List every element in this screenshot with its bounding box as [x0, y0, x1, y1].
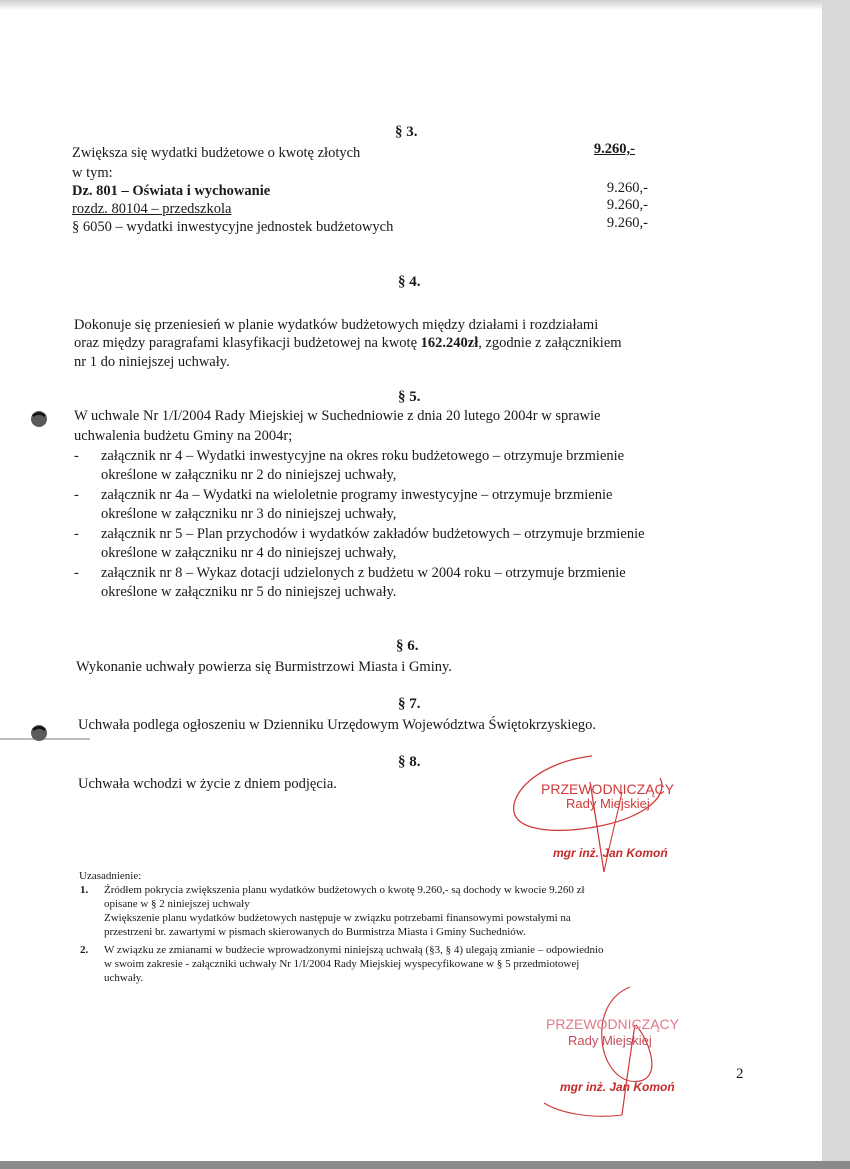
stamp-signature: mgr inż. Jan Komoń	[553, 846, 668, 860]
stamp-signature-scribble	[500, 752, 730, 882]
justification-p2-line1: W związku ze zmianami w budżecie wprowadzonymi niniejszą uchwałą (§3, § 4) ulegają zmianie – odpowiednio	[104, 944, 604, 956]
section-8-mark: § 8.	[398, 754, 421, 770]
section-3-par-amount: 9.260,-	[606, 215, 648, 231]
list-item: załącznik nr 5 – Plan przychodów i wydatków zakładów budżetowych – otrzymuje brzmienie	[101, 526, 645, 542]
list-item-dash: -	[74, 448, 79, 464]
scan-bottom-edge	[0, 1161, 850, 1169]
stamp-title: PRZEWODNICZĄCY	[541, 781, 674, 797]
list-item-continued: określone w załączniku nr 3 do niniejszej uchwały,	[101, 506, 397, 522]
justification-p2-number: 2.	[80, 944, 89, 956]
scan-top-edge	[0, 0, 850, 10]
list-item-continued: określone w załączniku nr 5 do niniejszej uchwały.	[101, 584, 397, 600]
justification-p1-line4: przestrzeni br. zawartymi w pismach skierowanych do Burmistrza Miasta i Gminy Suchedniów.	[104, 926, 526, 938]
justification-p2-line2: w swoim zakresie - załączniki uchwały Nr 1/I/2004 Rady Miejskiej wyspecyfikowane w § 5 przedmiotowej	[104, 958, 580, 970]
section-5-line2: uchwalenia budżetu Gminy na 2004r;	[74, 428, 293, 444]
section-3-wtym: w tym:	[72, 165, 113, 181]
punch-hole-icon	[30, 724, 48, 742]
justification-p2-line3: uchwały.	[104, 972, 144, 984]
section-6-text: Wykonanie uchwały powierza się Burmistrzowi Miasta i Gminy.	[76, 659, 452, 675]
section-3-mark: § 3.	[395, 124, 418, 140]
stamp-signature-scribble	[530, 985, 730, 1125]
stamp-signature: mgr inż. Jan Komoń	[560, 1080, 675, 1094]
section-3-par-label: § 6050 – wydatki inwestycyjne jednostek budżetowych	[72, 219, 394, 235]
section-6-mark: § 6.	[396, 638, 419, 654]
list-item-dash: -	[74, 526, 79, 542]
section-8-text: Uchwała wchodzi w życie z dniem podjęcia.	[78, 776, 337, 792]
section-5-mark: § 5.	[398, 389, 421, 405]
page-number: 2	[736, 1066, 744, 1082]
justification-heading: Uzasadnienie:	[79, 870, 142, 882]
section-4-line3: nr 1 do niniejszej uchwały.	[74, 354, 230, 370]
list-item: załącznik nr 4a – Wydatki na wieloletnie programy inwestycyjne – otrzymuje brzmienie	[101, 487, 613, 503]
stamp-subtitle: Rady Miejskiej	[568, 1033, 652, 1048]
justification-p1-line1: Źródłem pokrycia zwiększenia planu wydatków budżetowych o kwotę 9.260,- są dochody w kwocie 9.260 zł	[104, 884, 585, 896]
justification-p1-number: 1.	[80, 884, 89, 896]
stamp-subtitle: Rady Miejskiej	[566, 796, 650, 811]
punch-hole-icon	[30, 410, 48, 428]
list-item-continued: określone w załączniku nr 4 do niniejszej uchwały,	[101, 545, 397, 561]
section-7-mark: § 7.	[398, 696, 421, 712]
list-item-dash: -	[74, 487, 79, 503]
list-item-dash: -	[74, 565, 79, 581]
list-item-continued: określone w załączniku nr 2 do niniejszej uchwały,	[101, 467, 397, 483]
justification-p1-line2: opisane w § 2 niniejszej uchwały	[104, 898, 250, 910]
section-3-rozdz-label: rozdz. 80104 – przedszkola	[72, 201, 232, 217]
justification-p1-line3: Zwiększenie planu wydatków budżetowych następuje w związku potrzebami finansowymi powstałymi na	[104, 912, 571, 924]
section-7-text: Uchwała podlega ogłoszeniu w Dzienniku Urzędowym Województwa Świętokrzyskiego.	[78, 717, 597, 733]
section-3-total: 9.260,-	[593, 141, 635, 157]
section-3-intro: Zwiększa się wydatki budżetowe o kwotę złotych	[72, 145, 361, 161]
section-5-line1: W uchwale Nr 1/I/2004 Rady Miejskiej w Suchedniowie z dnia 20 lutego 2004r w sprawie	[74, 408, 601, 424]
list-item: załącznik nr 4 – Wydatki inwestycyjne na okres roku budżetowego – otrzymuje brzmienie	[101, 448, 625, 464]
section-4-mark: § 4.	[398, 274, 421, 290]
stamp-title: PRZEWODNICZĄCY	[546, 1016, 679, 1032]
section-3-dz-amount: 9.260,-	[606, 180, 648, 196]
list-item: załącznik nr 8 – Wykaz dotacji udzielonych z budżetu w 2004 roku – otrzymuje brzmienie	[101, 565, 626, 581]
section-4-line1: Dokonuje się przeniesień w planie wydatków budżetowych między działami i rozdziałami	[74, 317, 599, 333]
section-3-rozdz-amount: 9.260,-	[606, 197, 648, 213]
section-4-line2: oraz między paragrafami klasyfikacji budżetowej na kwotę 162.240zł, zgodnie z załącznikiem	[74, 335, 622, 351]
section-3-dz-label: Dz. 801 – Oświata i wychowanie	[72, 183, 271, 199]
scan-right-edge	[822, 0, 850, 1169]
